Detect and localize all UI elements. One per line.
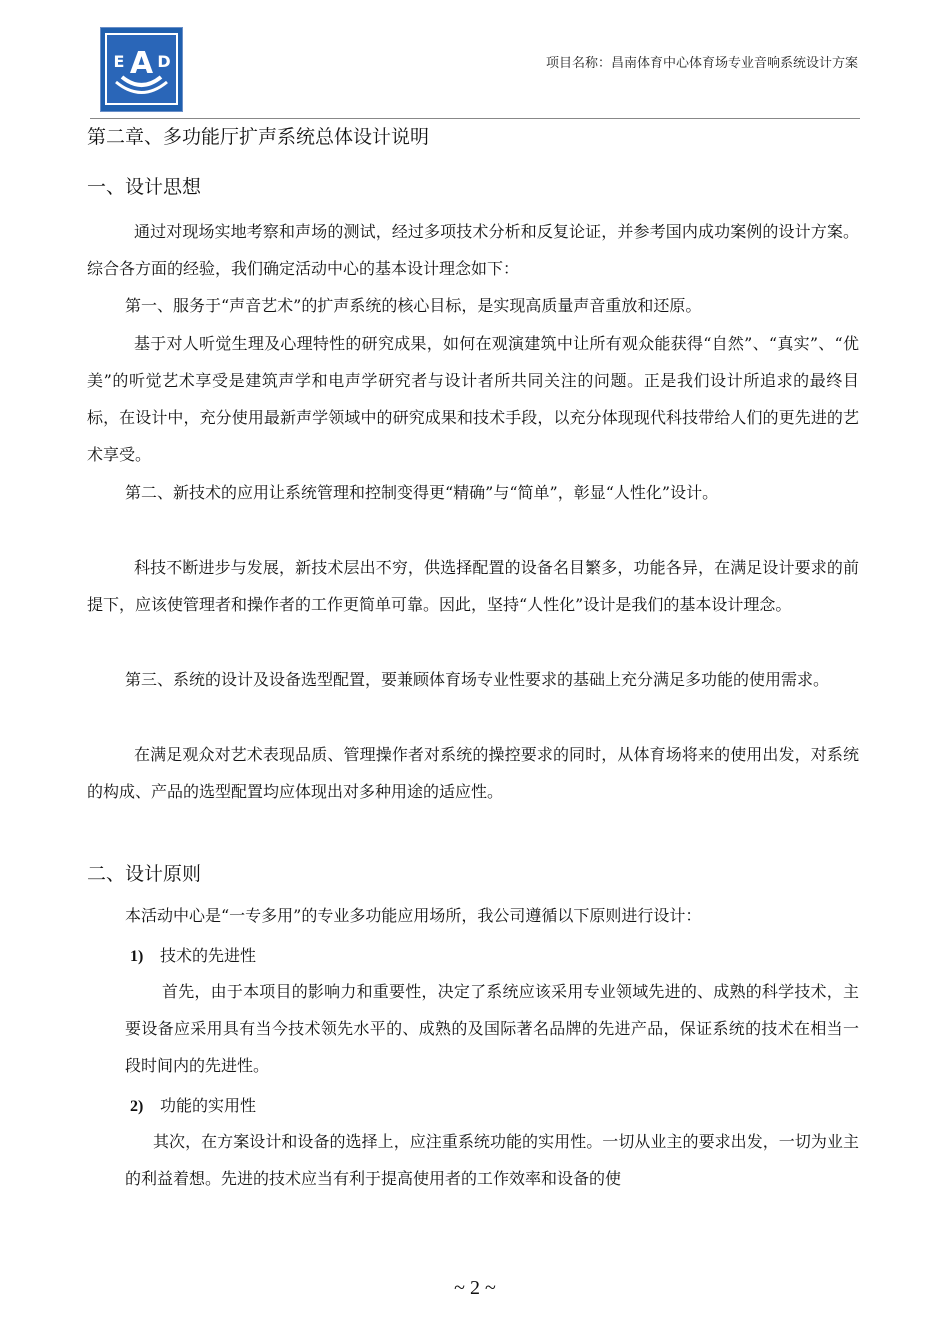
chapter-title: 第二章、多功能厅扩声系统总体设计说明 bbox=[87, 126, 430, 148]
paragraph: 首先，由于本项目的影响力和重要性，决定了系统应该采用专业领域先进的、成熟的科学技术，主要设备应采用具有当今技术领先水平的、成熟的及国际著名品牌的先进产品，保证系统的技术在相当一段时间内的先进性。 bbox=[125, 982, 859, 1075]
paragraph: 第三、系统的设计及设备选型配置，要兼顾体育场专业性要求的基础上充分满足多功能的使用需求。 bbox=[125, 670, 830, 689]
list-item-title: 1) 技术的先进性 bbox=[130, 946, 257, 965]
section-1-title: 一、设计思想 bbox=[87, 176, 202, 198]
svg-text:A: A bbox=[129, 46, 154, 81]
svg-text:D: D bbox=[157, 52, 171, 71]
header-divider bbox=[90, 118, 860, 119]
page-number: ~ 2 ~ bbox=[454, 1277, 496, 1299]
paragraph: 第一、服务于“声音艺术”的扩声系统的核心目标，是实现高质量声音重放和还原。 bbox=[125, 296, 702, 315]
list-item-title: 2) 功能的实用性 bbox=[130, 1096, 257, 1115]
paragraph: 在满足观众对艺术表现品质、管理操作者对系统的操控要求的同时，从体育场将来的使用出发，对系统的构成、产品的选型配置均应体现出对多种用途的适应性。 bbox=[87, 745, 859, 801]
paragraph: 本活动中心是“一专多用”的专业多功能应用场所，我公司遵循以下原则进行设计： bbox=[125, 906, 702, 925]
project-name: 项目名称：昌南体育中心体育场专业音响系统设计方案 bbox=[545, 56, 858, 71]
paragraph: 第二、新技术的应用让系统管理和控制变得更“精确”与“简单”，彰显“人性化”设计。 bbox=[125, 483, 719, 502]
paragraph: 基于对人听觉生理及心理特性的研究成果，如何在观演建筑中让所有观众能获得“自然”、“真实”、“优美”的听觉艺术享受是建筑声学和电声学研究者与设计者所共同关注的问题。正是我们设计所追求的最终目标，在设计中，充分使用最新声学领域中的研究成果和技术手段，以充分体现现代科技带给人们的更先进的艺术享受。 bbox=[87, 334, 859, 464]
paragraph: 其次，在方案设计和设备的选择上，应注重系统功能的实用性。一切从业主的要求出发，一切为业主的利益着想。先进的技术应当有利于提高使用者的工作效率和设备的使 bbox=[125, 1132, 859, 1188]
section-2-title: 二、设计原则 bbox=[87, 863, 202, 885]
ead-logo bbox=[100, 27, 183, 112]
paragraph: 通过对现场实地考察和声场的测试，经过多项技术分析和反复论证，并参考国内成功案例的设计方案。综合各方面的经验，我们确定活动中心的基本设计理念如下： bbox=[87, 222, 859, 278]
paragraph: 科技不断进步与发展，新技术层出不穷，供选择配置的设备名目繁多，功能各异，在满足设计要求的前提下，应该使管理者和操作者的工作更简单可靠。因此，坚持“人性化”设计是我们的基本设计理念。 bbox=[87, 558, 859, 614]
svg-text:E: E bbox=[113, 52, 125, 71]
